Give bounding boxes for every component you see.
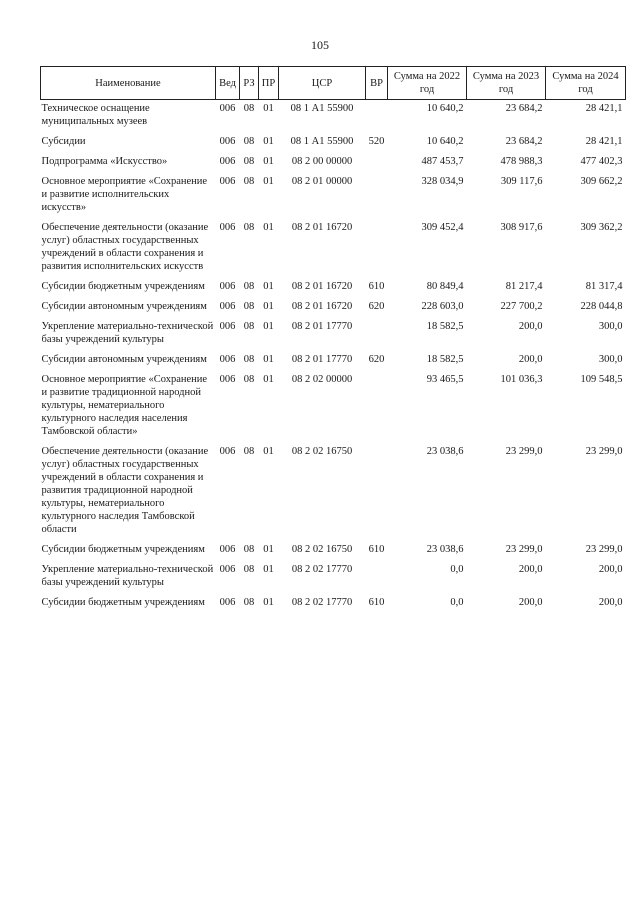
cell-sum-2022: 23 038,6 <box>426 446 464 457</box>
cell-pr: 01 <box>263 446 274 457</box>
cell-sum-2022: 487 453,7 <box>421 156 464 167</box>
table-row <box>41 298 626 318</box>
cell-sum-2022: 10 640,2 <box>426 103 464 114</box>
cell-vr <box>366 443 388 541</box>
budget-table <box>40 66 626 614</box>
cell-vr: 620 <box>368 301 385 312</box>
cell-vr <box>366 561 388 594</box>
cell-ved: 006 <box>219 374 236 385</box>
cell-sum-2022: 80 849,4 <box>426 281 464 292</box>
cell-pr: 01 <box>263 597 274 608</box>
cell-vr: 520 <box>368 136 385 147</box>
cell-sum-2022: 228 603,0 <box>421 301 464 312</box>
cell-name: Обеспечение деятельности (оказание услуг) областных государственных учреждений в области сохранения и развития исполнительских искусств <box>41 222 209 272</box>
cell-pr: 01 <box>263 321 274 332</box>
cell-sum-2023: 23 299,0 <box>505 544 543 555</box>
cell-sum-2023: 200,0 <box>518 597 543 608</box>
header-name: Наименование <box>41 67 216 100</box>
cell-rz: 08 <box>243 222 255 233</box>
cell-rz: 08 <box>243 564 255 575</box>
cell-pr: 01 <box>263 564 274 575</box>
cell-name: Укрепление материально-технической базы учреждений культуры <box>41 321 214 345</box>
cell-ved: 006 <box>219 156 236 167</box>
cell-rz: 08 <box>243 281 255 292</box>
cell-vr: 610 <box>368 544 385 555</box>
cell-sum-2022: 23 038,6 <box>426 544 464 555</box>
cell-sum-2024: 23 299,0 <box>585 544 623 555</box>
cell-vr: 610 <box>368 597 385 608</box>
cell-vr <box>366 371 388 443</box>
cell-csr: 08 2 01 16720 <box>291 281 353 292</box>
cell-pr: 01 <box>263 544 274 555</box>
table-row <box>41 278 626 298</box>
cell-name: Основное мероприятие «Сохранение и развитие исполнительских искусств» <box>41 176 208 213</box>
table-row <box>41 153 626 173</box>
cell-csr: 08 2 02 17770 <box>291 597 353 608</box>
cell-vr <box>366 318 388 351</box>
cell-sum-2022: 10 640,2 <box>426 136 464 147</box>
table-row <box>41 133 626 153</box>
cell-name: Субсидии автономным учреждениям <box>41 301 207 312</box>
cell-rz: 08 <box>243 321 255 332</box>
cell-ved: 006 <box>219 281 236 292</box>
cell-ved: 006 <box>219 544 236 555</box>
cell-sum-2022: 0,0 <box>450 564 464 575</box>
cell-name: Основное мероприятие «Сохранение и развитие традиционной народной культуры, нематериального культурного наследия населения Тамбовской области» <box>41 374 208 437</box>
cell-csr: 08 1 А1 55900 <box>290 136 354 147</box>
table-row <box>41 219 626 278</box>
header-ved: Вед <box>216 67 240 100</box>
cell-csr: 08 2 02 17770 <box>291 564 353 575</box>
cell-sum-2024: 228 044,8 <box>580 301 623 312</box>
cell-name: Техническое оснащение муниципальных музеев <box>41 103 150 127</box>
header-rz: РЗ <box>240 67 259 100</box>
cell-pr: 01 <box>263 222 274 233</box>
cell-sum-2023: 309 117,6 <box>500 176 543 187</box>
cell-name: Субсидии <box>41 136 86 147</box>
header-sum-2023: Сумма на 2023 год <box>467 67 546 100</box>
cell-sum-2023: 227 700,2 <box>500 301 543 312</box>
cell-ved: 006 <box>219 103 236 114</box>
page-number: 105 <box>311 38 329 52</box>
cell-sum-2022: 93 465,5 <box>426 374 464 385</box>
cell-csr: 08 2 02 16750 <box>291 446 353 457</box>
cell-csr: 08 2 00 00000 <box>291 156 353 167</box>
cell-vr: 620 <box>368 354 385 365</box>
cell-sum-2022: 18 582,5 <box>426 321 464 332</box>
cell-ved: 006 <box>219 446 236 457</box>
table-row <box>41 541 626 561</box>
cell-sum-2023: 23 684,2 <box>505 136 543 147</box>
cell-sum-2024: 477 402,3 <box>580 156 623 167</box>
cell-sum-2024: 200,0 <box>598 564 623 575</box>
cell-sum-2023: 308 917,6 <box>500 222 543 233</box>
cell-rz: 08 <box>243 446 255 457</box>
cell-pr: 01 <box>263 354 274 365</box>
cell-sum-2024: 109 548,5 <box>580 374 623 385</box>
cell-vr <box>366 153 388 173</box>
cell-sum-2024: 23 299,0 <box>585 446 623 457</box>
table-row <box>41 318 626 351</box>
table-row <box>41 594 626 614</box>
cell-sum-2023: 200,0 <box>518 564 543 575</box>
header-pr: ПР <box>259 67 279 100</box>
cell-vr <box>366 100 388 134</box>
cell-pr: 01 <box>263 103 274 114</box>
cell-sum-2023: 200,0 <box>518 321 543 332</box>
cell-csr: 08 2 02 16750 <box>291 544 353 555</box>
cell-sum-2022: 18 582,5 <box>426 354 464 365</box>
cell-sum-2022: 328 034,9 <box>421 176 464 187</box>
cell-name: Субсидии бюджетным учреждениям <box>41 281 205 292</box>
cell-sum-2023: 23 684,2 <box>505 103 543 114</box>
cell-rz: 08 <box>243 597 255 608</box>
cell-vr: 610 <box>368 281 385 292</box>
cell-rz: 08 <box>243 301 255 312</box>
cell-pr: 01 <box>263 176 274 187</box>
cell-pr: 01 <box>263 374 274 385</box>
cell-rz: 08 <box>243 176 255 187</box>
cell-name: Обеспечение деятельности (оказание услуг) областных государственных учреждений в области сохранения и развития традиционной народной культуры, нематериального культурного наследия Тамбовской области <box>41 446 209 535</box>
cell-pr: 01 <box>263 281 274 292</box>
cell-csr: 08 2 01 16720 <box>291 222 353 233</box>
cell-vr <box>366 173 388 219</box>
cell-rz: 08 <box>243 544 255 555</box>
cell-ved: 006 <box>219 597 236 608</box>
table-row <box>41 443 626 541</box>
cell-pr: 01 <box>263 301 274 312</box>
cell-name: Субсидии бюджетным учреждениям <box>41 597 205 608</box>
table-header <box>41 67 626 100</box>
cell-csr: 08 2 01 00000 <box>291 176 353 187</box>
cell-sum-2024: 300,0 <box>598 354 623 365</box>
cell-sum-2023: 200,0 <box>518 354 543 365</box>
cell-ved: 006 <box>219 136 236 147</box>
header-vr: ВР <box>366 67 388 100</box>
cell-sum-2023: 23 299,0 <box>505 446 543 457</box>
cell-vr <box>366 219 388 278</box>
cell-name: Укрепление материально-технической базы учреждений культуры <box>41 564 214 588</box>
header-csr: ЦСР <box>279 67 366 100</box>
table-row <box>41 561 626 594</box>
cell-ved: 006 <box>219 354 236 365</box>
cell-name: Подпрограмма «Искусство» <box>41 156 168 167</box>
table-row <box>41 100 626 134</box>
cell-ved: 006 <box>219 301 236 312</box>
cell-csr: 08 2 02 00000 <box>291 374 353 385</box>
cell-rz: 08 <box>243 374 255 385</box>
cell-ved: 006 <box>219 564 236 575</box>
cell-sum-2023: 101 036,3 <box>500 374 543 385</box>
table-row <box>41 351 626 371</box>
cell-pr: 01 <box>263 136 274 147</box>
cell-sum-2023: 81 217,4 <box>505 281 543 292</box>
cell-rz: 08 <box>243 156 255 167</box>
cell-sum-2024: 28 421,1 <box>585 136 623 147</box>
cell-name: Субсидии автономным учреждениям <box>41 354 207 365</box>
cell-ved: 006 <box>219 321 236 332</box>
cell-csr: 08 2 01 17770 <box>291 354 353 365</box>
cell-sum-2024: 309 362,2 <box>580 222 623 233</box>
cell-sum-2022: 0,0 <box>450 597 464 608</box>
cell-sum-2024: 300,0 <box>598 321 623 332</box>
cell-csr: 08 2 01 17770 <box>291 321 353 332</box>
header-sum-2022: Сумма на 2022 год <box>388 67 467 100</box>
cell-rz: 08 <box>243 354 255 365</box>
cell-sum-2022: 309 452,4 <box>421 222 464 233</box>
cell-ved: 006 <box>219 176 236 187</box>
table-row <box>41 371 626 443</box>
cell-ved: 006 <box>219 222 236 233</box>
table-row <box>41 173 626 219</box>
table-body <box>41 100 626 615</box>
cell-csr: 08 2 01 16720 <box>291 301 353 312</box>
cell-sum-2023: 478 988,3 <box>500 156 543 167</box>
cell-rz: 08 <box>243 103 255 114</box>
cell-name: Субсидии бюджетным учреждениям <box>41 544 205 555</box>
cell-csr: 08 1 А1 55900 <box>290 103 354 114</box>
cell-sum-2024: 200,0 <box>598 597 623 608</box>
cell-sum-2024: 81 317,4 <box>585 281 623 292</box>
header-sum-2024: Сумма на 2024 год <box>546 67 626 100</box>
cell-sum-2024: 309 662,2 <box>580 176 623 187</box>
cell-rz: 08 <box>243 136 255 147</box>
cell-sum-2024: 28 421,1 <box>585 103 623 114</box>
cell-pr: 01 <box>263 156 274 167</box>
